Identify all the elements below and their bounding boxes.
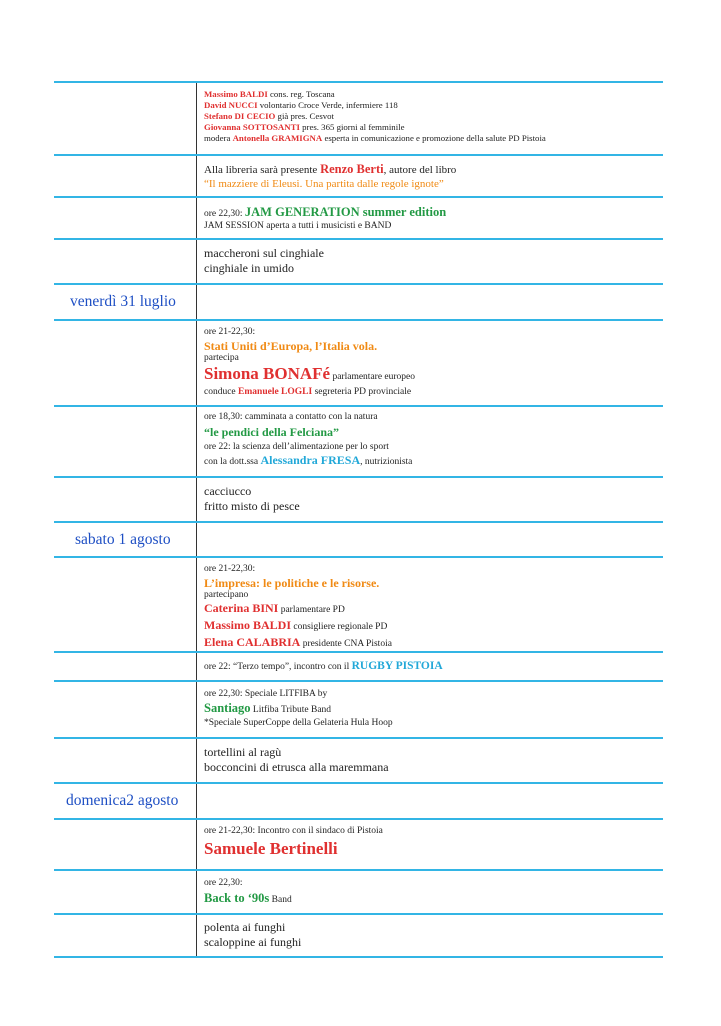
- event-time: ore 22,30:: [204, 878, 243, 888]
- band-name: Santiago: [204, 700, 251, 715]
- speaker-name: Massimo BALDI: [204, 89, 268, 99]
- participants-label: partecipa: [204, 352, 239, 363]
- menu-item: fritto misto di pesce: [204, 499, 300, 513]
- table-row: [54, 154, 663, 196]
- speaker-role: cons. reg. Toscana: [267, 89, 335, 99]
- band-desc: Band: [269, 894, 292, 905]
- day-cell: [54, 558, 197, 651]
- day-cell: [54, 156, 197, 196]
- menu-item: cinghiale in umido: [204, 261, 294, 275]
- event-subtitle: JAM SESSION aperta a tutti i musicisti e BAND: [204, 221, 392, 231]
- moderator-role: segreteria PD provinciale: [312, 387, 412, 397]
- guest-name: Alessandra FRESA: [260, 453, 361, 467]
- day-cell: [54, 784, 197, 818]
- book-title: “Il mazziere di Eleusi. Una partita dalle regole ignote”: [204, 178, 444, 190]
- event-cell: [197, 285, 663, 319]
- day-cell: [54, 285, 197, 319]
- day-cell: [54, 653, 197, 680]
- table-row: [54, 319, 663, 405]
- day-cell: [54, 739, 197, 782]
- day-cell: [54, 240, 197, 283]
- event-time: ore 18,30: camminata a contatto con la natura: [204, 412, 378, 422]
- table-row: [54, 238, 663, 283]
- event-text: , autore del libro: [383, 164, 457, 176]
- guest-role: consigliere regionale PD: [291, 622, 388, 632]
- event-cell: [197, 653, 663, 680]
- event-time: ore 22,30:: [204, 209, 245, 219]
- event-time: ore 22,30: Speciale LITFIBA by: [204, 689, 328, 699]
- guest-name: Caterina BINI: [204, 601, 279, 615]
- table-row: [54, 405, 663, 476]
- event-cell: [197, 156, 663, 196]
- table-row: [54, 737, 663, 782]
- menu-item: scaloppine ai funghi: [204, 935, 302, 949]
- guest-name: Samuele Bertinelli: [204, 838, 338, 858]
- day-cell: [54, 523, 197, 556]
- table-row: [54, 196, 663, 238]
- table-row: [54, 680, 663, 737]
- day-header-row: [54, 283, 663, 319]
- event-text: Alla libreria sarà presente: [204, 164, 321, 176]
- guest-name: Simona BONAFé: [204, 364, 331, 383]
- event-title: JAM GENERATION summer edition: [244, 205, 447, 219]
- menu-cell: [197, 739, 663, 782]
- event-cell: [197, 871, 663, 913]
- menu-item: cacciucco: [204, 484, 252, 498]
- menu-item: tortellini al ragù: [204, 745, 282, 759]
- table-row: [54, 818, 663, 869]
- event-title: L’impresa: le politiche e le risorse.: [204, 575, 380, 590]
- day-header-row: [54, 521, 663, 556]
- moderator-name: Antonella GRAMIGNA: [232, 133, 323, 143]
- menu-item: maccheroni sul cinghiale: [204, 246, 324, 260]
- event-cell: [197, 321, 663, 405]
- event-text: con la dott.ssa: [204, 457, 261, 467]
- day-cell: [54, 915, 197, 956]
- moderator-label: conduce: [204, 387, 239, 397]
- speaker-name: Giovanna SOTTOSANTI: [204, 122, 300, 132]
- speaker-role: volontario Croce Verde, infermiere 118: [257, 100, 398, 110]
- event-cell: [197, 407, 663, 476]
- guest-name: Massimo BALDI: [204, 618, 292, 632]
- event-cell: [197, 83, 663, 154]
- event-time: ore 21-22,30:: [204, 327, 256, 337]
- table-row: [54, 869, 663, 913]
- event-cell: [197, 558, 663, 651]
- table-row: [54, 556, 663, 651]
- participants-label: partecipano: [204, 589, 249, 600]
- event-cell: [197, 682, 663, 737]
- day-cell: [54, 198, 197, 238]
- day-cell: [54, 478, 197, 521]
- menu-item: polenta ai funghi: [204, 920, 286, 934]
- day-cell: [54, 83, 197, 154]
- day-label: venerdì 31 luglio: [70, 293, 176, 310]
- speaker-name: David NUCCI: [204, 100, 258, 110]
- band-desc: Litfiba Tribute Band: [250, 704, 332, 715]
- event-time: ore 21-22,30: Incontro con il sindaco di Pistoia: [204, 826, 383, 836]
- menu-cell: [197, 915, 663, 956]
- author-name: Renzo Berti: [320, 162, 384, 176]
- event-note: *Speciale SuperCoppe della Gelateria Hula Hoop: [204, 717, 393, 728]
- speaker-role: già pres. Cesvot: [275, 111, 334, 121]
- band-name: Back to ‘90s: [204, 890, 270, 905]
- day-label: sabato 1 agosto: [75, 530, 171, 548]
- table-row: [54, 651, 663, 680]
- day-header-row: [54, 782, 663, 818]
- event-cell: [197, 198, 663, 238]
- event-time: ore 22: la scienza dell’alimentazione per lo sport: [204, 441, 389, 452]
- guest-role: presidente CNA Pistoia: [300, 639, 392, 649]
- event-cell: [197, 784, 663, 818]
- program-table: [54, 81, 663, 958]
- speaker-role: pres. 365 giorni al femminile: [299, 122, 405, 132]
- day-label: domenica2 agosto: [66, 792, 179, 809]
- menu-item: bocconcini di etrusca alla maremmana: [204, 760, 389, 774]
- day-cell: [54, 820, 197, 869]
- event-cell: [197, 820, 663, 869]
- table-row: [54, 81, 663, 154]
- menu-cell: [197, 240, 663, 283]
- table-row: [54, 913, 663, 958]
- menu-cell: [197, 478, 663, 521]
- guest-name: Elena CALABRIA: [204, 635, 301, 649]
- event-time: ore 21-22,30:: [204, 564, 256, 574]
- day-cell: [54, 407, 197, 476]
- moderator-label: modera: [204, 133, 233, 143]
- day-cell: [54, 871, 197, 913]
- event-text: ore 22: “Terzo tempo”, incontro con il: [204, 662, 352, 672]
- guest-role: parlamentare PD: [278, 605, 345, 615]
- guest-role: parlamentare europeo: [330, 372, 416, 382]
- day-cell: [54, 682, 197, 737]
- guest-role: , nutrizionista: [360, 457, 413, 467]
- event-title: “le pendici della Felciana”: [204, 424, 339, 439]
- event-cell: [197, 523, 663, 556]
- event-title: Stati Uniti d’Europa, l’Italia vola.: [204, 338, 378, 353]
- day-cell: [54, 321, 197, 405]
- speaker-name: Stefano DI CECIO: [204, 111, 276, 121]
- moderator-name: Emanuele LOGLI: [238, 387, 313, 397]
- table-row: [54, 476, 663, 521]
- moderator-role: esperta in comunicazione e promozione della salute PD Pistoia: [322, 133, 546, 143]
- guest-name: RUGBY PISTOIA: [351, 660, 443, 672]
